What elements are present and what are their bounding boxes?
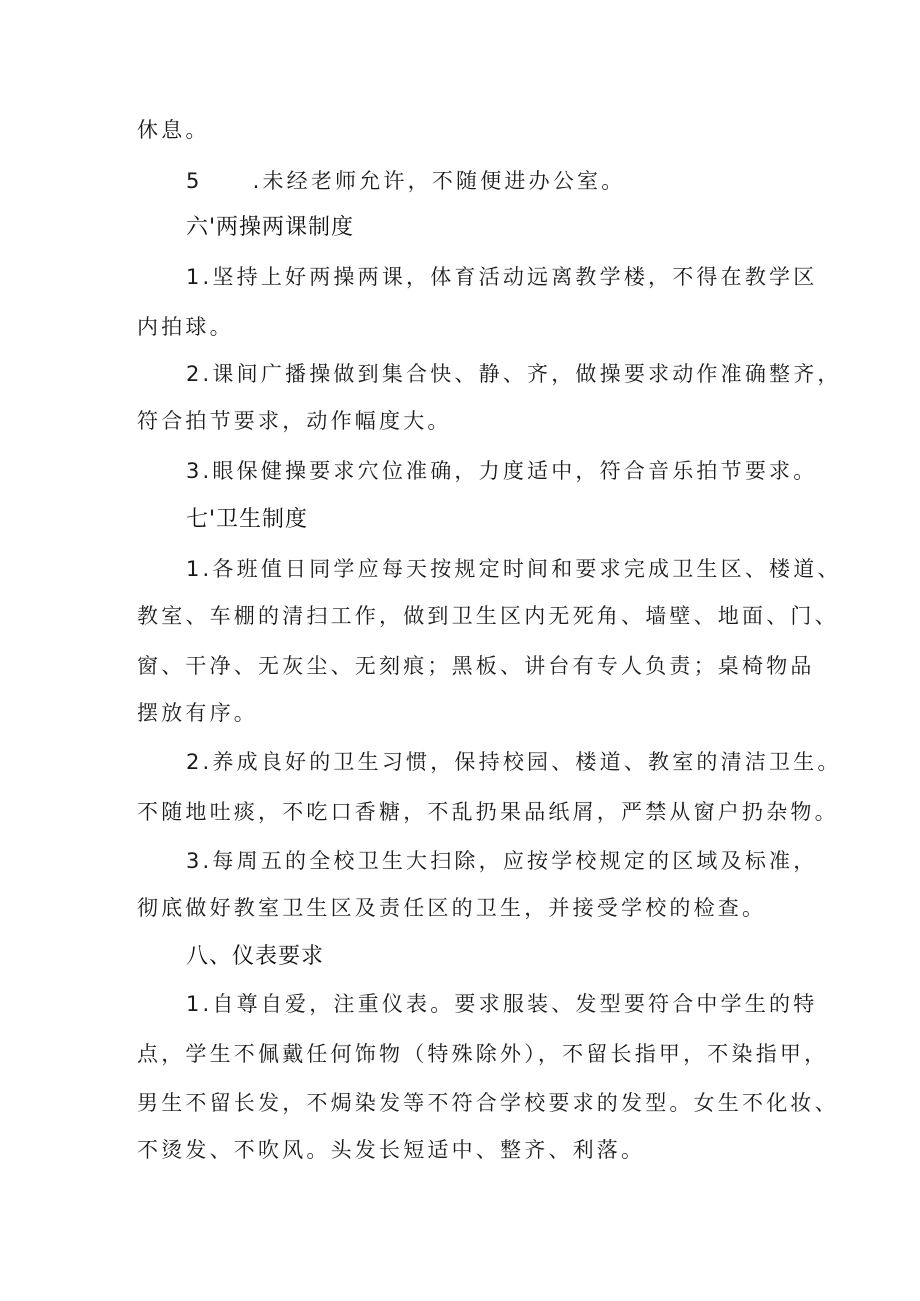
text-line: 1.坚持上好两操两课，体育活动远离教学楼，不得在教学区	[186, 265, 818, 289]
text-line: 符合拍节要求，动作幅度大。	[137, 409, 452, 433]
text-line: 摆放有序。	[137, 701, 258, 725]
list-item-5	[186, 166, 625, 196]
text-line: 男生不留长发，不焗染发等不符合学校要求的发型。女生不化妆、	[137, 1091, 839, 1115]
text-line: 1.各班值日同学应每天按规定时间和要求完成卫生区、楼道、	[186, 557, 842, 581]
text-line: 教室、车棚的清扫工作，做到卫生区内无死角、墙壁、地面、门、	[137, 604, 839, 628]
text-line: 彻底做好教室卫生区及责任区的卫生，并接受学校的检查。	[137, 896, 767, 920]
item-text: .未经老师允许，不随便进办公室。	[252, 169, 626, 193]
section-heading-8: 八、仪表要求	[186, 944, 325, 969]
section-heading-7: 七'卫生制度	[186, 507, 309, 532]
text-line: 2.课间广播操做到集合快、静、齐，做操要求动作准确整齐，	[186, 362, 842, 386]
text-line: 2.养成良好的卫生习惯，保持校园、楼道、教室的清洁卫生。	[186, 750, 842, 774]
text-line: 不随地吐痰，不吃口香糖，不乱扔果品纸屑，严禁从窗户扔杂物。	[137, 800, 839, 824]
item-number: 5	[186, 169, 203, 193]
text-line: 点，学生不佩戴任何饰物（特殊除外），不留长指甲，不染指甲，	[137, 1042, 829, 1066]
section-heading-6: 六'两操两课制度	[186, 215, 355, 240]
text-line: 窗、干净、无灰尘、无刻痕；黑板、讲台有专人负责；桌椅物品	[137, 654, 815, 678]
text-line: 3.眼保健操要求穴位准确，力度适中，符合音乐拍节要求。	[186, 459, 818, 483]
text-line: 不烫发、不吹风。头发长短适中、整齐、利落。	[137, 1138, 646, 1162]
text-line: 1.自尊自爱，注重仪表。要求服装、发型要符合中学生的特	[186, 992, 818, 1016]
text-line: 内拍球。	[137, 315, 234, 339]
text-line: 休息。	[137, 118, 210, 142]
text-line: 3.每周五的全校卫生大扫除，应按学校规定的区域及标准，	[186, 849, 818, 873]
